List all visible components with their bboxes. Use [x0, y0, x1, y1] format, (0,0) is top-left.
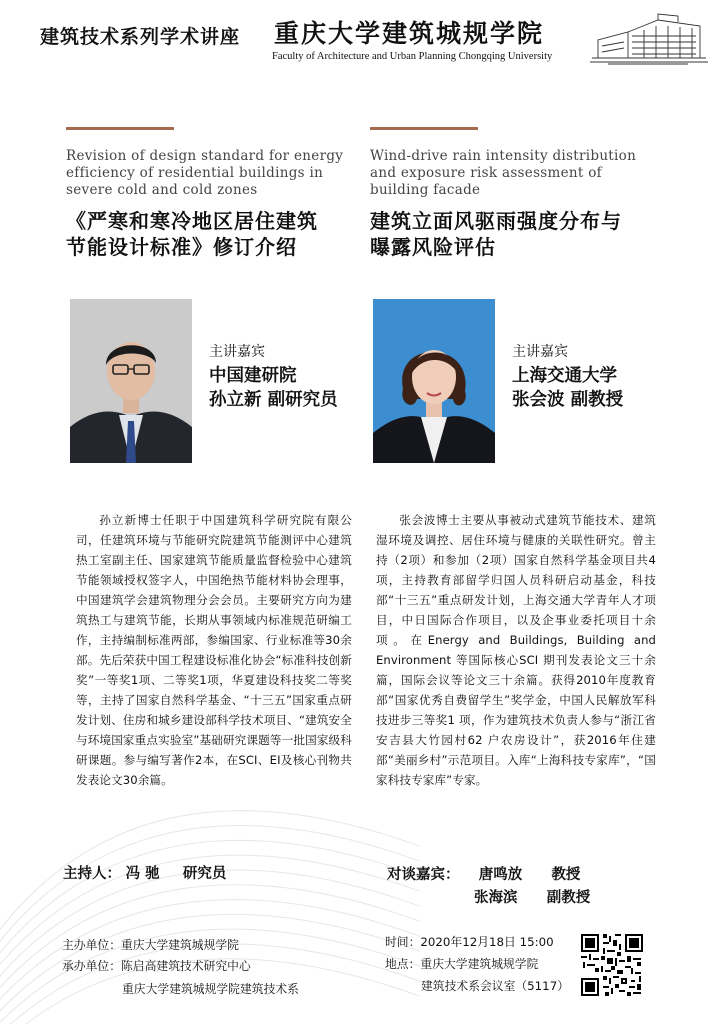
talk-1-title-en: Revision of design standard for energy efficiency of residential buildings in severe cold and cold zones: [66, 148, 344, 198]
speaker-1-org: 中国建研院: [209, 366, 297, 386]
event-place-line-2: 建筑技术系会议室（5117）: [421, 979, 569, 993]
speaker-2-org: 上海交通大学: [512, 366, 617, 386]
school-name: 重庆大学建筑城规学院: [274, 19, 545, 48]
organizer-co-unit-1: 陈启高建筑技术研究中心: [121, 959, 251, 973]
speaker-2-bio: 张会波博士主要从事被动式建筑节能技术、建筑湿环境及调控、居住环境与健康的关联性研究。曾主持（2项）和参加（2项）国家自然科学基金项目共4 项，主持教育部留学归国人员科研启动基金，科技部“十三五”重点研发计划，上海交通大学青年人才项目，中日国际合作项目，以及企事业委托项目十余项。在Energy and Buildings, Building and Environment 等国际核心SCI 期刊发表论文三十余篇，国际会议等论文三十余篇。获得2010年度教育部“国家优秀自费留学生”奖学金，中国人民解放军科技进步三等奖1 项，作为建筑技术负责人参与“浙江省安吉县大竹园村62 户农房设计”，获2016年住建部“美丽乡村”示范项目。入库“上海科技专家库”，“国家科技专家库”专家。: [376, 513, 656, 787]
organizer-co-unit-2: 重庆大学建筑城规学院建筑技术系: [122, 982, 299, 996]
organizer-host-row: [62, 936, 239, 955]
talk-2-title-cn: [370, 208, 670, 260]
talk-1-title-cn: [66, 208, 366, 260]
discussant-2-name: 张海滨: [474, 890, 518, 906]
building-sketch-icon: [588, 6, 710, 66]
discussants-row-1: [387, 863, 580, 884]
event-time: 2020年12月18日 15:00: [420, 935, 554, 949]
speaker-1-label: 主讲嘉宾: [209, 344, 265, 360]
host-row: [63, 862, 226, 883]
speaker-2-label: 主讲嘉宾: [512, 344, 568, 360]
host-title: 研究员: [182, 866, 227, 882]
event-time-label: 时间：: [385, 935, 421, 949]
accent-line-right: [370, 127, 478, 130]
discussant-1-title: 教授: [551, 867, 581, 883]
talk-1-title-cn-line-1: 《严寒和寒冷地区居住建筑: [66, 209, 318, 233]
speaker-1-name-title: 孙立新 副研究员: [209, 390, 338, 410]
speaker-1-photo: [70, 299, 192, 463]
event-place-row: [385, 955, 538, 974]
organizer-host-label: 主办单位：: [62, 938, 121, 952]
speaker-2-name-title: 张会波 副教授: [512, 390, 624, 410]
talk-2-title-en: Wind-drive rain intensity distribution and exposure risk assessment of building facade: [370, 148, 637, 198]
discussant-2-title: 副教授: [546, 890, 591, 906]
discussants-label: 对谈嘉宾：: [387, 867, 460, 883]
discussant-1-name: 唐鸣放: [478, 867, 523, 883]
talk-1-title-cn-line-2: 节能设计标准》修订介绍: [66, 235, 297, 259]
discussants-row-2: [474, 886, 590, 907]
event-time-row: [385, 933, 554, 952]
event-place-label: 地点：: [385, 957, 421, 971]
talk-2-title-cn-line-2: 曝露风险评估: [370, 235, 496, 259]
qr-code-icon[interactable]: [579, 932, 645, 998]
event-place-line-1: 重庆大学建筑城规学院: [420, 957, 539, 971]
talk-2-title-cn-line-1: 建筑立面风驱雨强度分布与: [370, 209, 622, 233]
organizer-co-label: 承办单位：: [62, 959, 121, 973]
organizer-host-unit: 重庆大学建筑城规学院: [121, 938, 239, 952]
host-label: 主持人：: [63, 866, 121, 882]
speaker-1-bio: 孙立新博士任职于中国建筑科学研究院有限公司，任建筑环境与节能研究院建筑节能测评中心建筑热工室副主任、国家建筑节能质量监督检验中心建筑节能领域授权签字人，中国绝热节能材料协会理事，中国建筑学会建筑物理分会会员。主要研究方向为建筑热工与建筑节能，长期从事领域内标准规范研编工作，主持编制标准两部，参编国家、行业标准等30余部。先后荣获中国工程建设标准化协会“标准科技创新奖”一等奖1项、二等奖1项，华夏建设科技奖二等奖等，主持了国家自然科学基金、“十三五”国家重点研发计划、住房和城乡建设部科学技术项目、“建筑安全与环境国家重点实验室”基础研究课题等一批国家级科研课题。参与编写著作2本，在SCI、EI及核心刊物共发表论文30余篇。: [76, 513, 352, 787]
organizer-co-row: [62, 957, 251, 976]
host-name: 冯 驰: [125, 866, 160, 882]
accent-line-left: [66, 127, 174, 130]
speaker-2-photo: [373, 299, 495, 463]
series-title: 建筑技术系列学术讲座: [40, 26, 241, 48]
school-name-english: Faculty of Architecture and Urban Planning Chongqing University: [272, 51, 553, 62]
